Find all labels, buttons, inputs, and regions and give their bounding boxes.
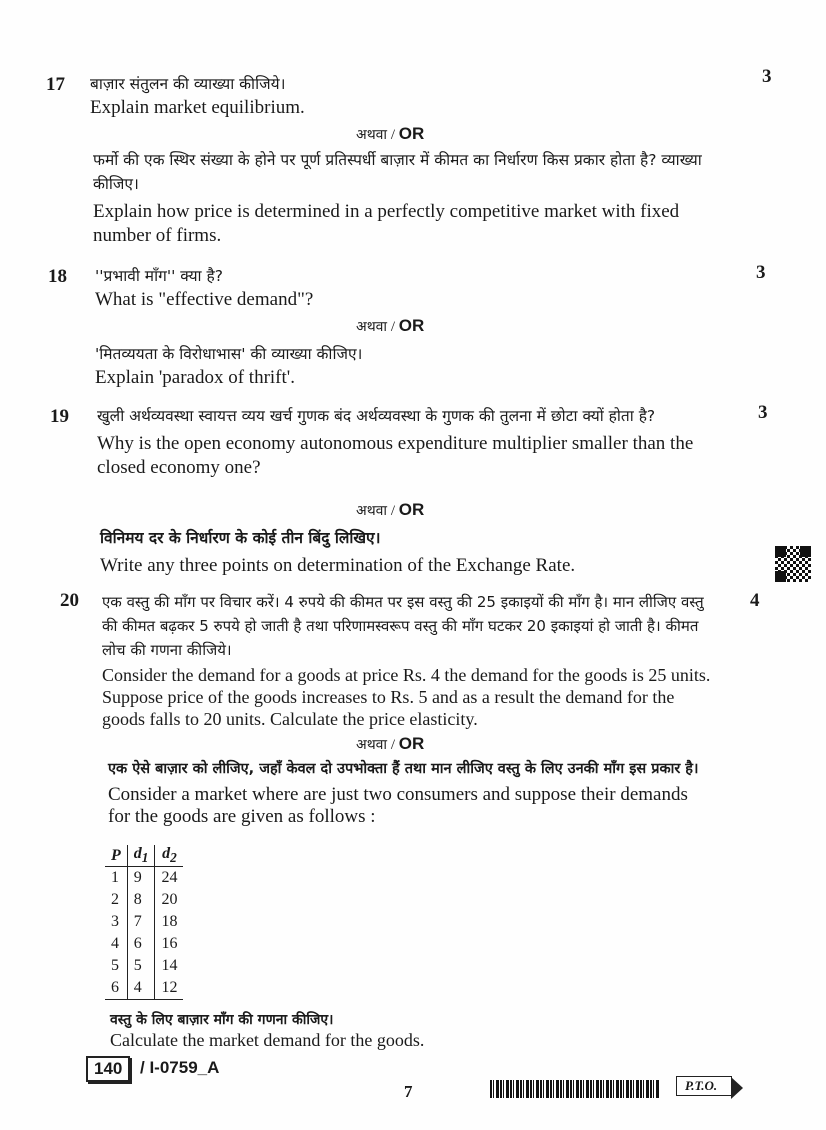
- table-header-row: [105, 845, 183, 867]
- table-cell: 6: [127, 933, 155, 955]
- question-20-text: [102, 590, 720, 730]
- question-19-hindi: खुली अर्थव्यवस्था स्वायत्त व्यय खर्च गुणक बंद अर्थव्यवस्था के गुणक की तुलना में छोटा क्यों होता है?: [97, 407, 656, 425]
- qr-code-icon: [775, 546, 811, 582]
- table-cell: 12: [155, 977, 184, 1000]
- question-19-marks: 3: [758, 402, 768, 423]
- page-number: 7: [404, 1082, 413, 1101]
- table-header: $d_1$: [127, 845, 155, 867]
- table-cell: 4: [111, 935, 119, 953]
- question-20-alt-hindi: एक ऐसे बाज़ार को लीजिए, जहाँ केवल दो उपभोक्ता हैं तथा मान लीजिए वस्तु के लिए उनकी माँग इस प्रकार है।: [108, 761, 699, 777]
- question-19-alt-hindi: विनिमय दर के निर्धारण के कोई तीन बिंदु लिखिए।: [100, 529, 381, 547]
- question-19-alt-english: Write any three points on determination of the Exchange Rate.: [100, 555, 576, 576]
- table-row: [105, 933, 183, 955]
- question-20-marks: 4: [750, 590, 760, 611]
- table-cell: 7: [127, 911, 155, 933]
- barcode-icon: [490, 1080, 660, 1098]
- question-20-after-english: Calculate the market demand for the goods.: [110, 1030, 425, 1050]
- table-row: [105, 955, 183, 977]
- question-19-alternative: [100, 526, 740, 578]
- question-20-after-hindi: वस्तु के लिए बाज़ार माँग की गणना कीजिए।: [110, 1012, 334, 1028]
- or-separator: अथवा / OR: [356, 124, 425, 143]
- table-row: [105, 911, 183, 933]
- demand-table: [105, 845, 183, 1000]
- question-18-alternative: [95, 342, 715, 390]
- question-17-alternative: [93, 148, 725, 248]
- question-19-text: [97, 404, 727, 480]
- paper-code: / I-0759_A: [140, 1058, 220, 1077]
- pto-arrow-label: P.T.O.: [676, 1076, 732, 1096]
- table-cell: 4: [127, 977, 155, 1000]
- question-18-alt-hindi: 'मितव्ययता के विरोधाभास' की व्याख्या कीजिए।: [95, 345, 363, 363]
- table-cell: 5: [127, 955, 155, 977]
- question-17-hindi: बाज़ार संतुलन की व्याख्या कीजिये।: [90, 75, 286, 93]
- table-header: P: [105, 845, 127, 867]
- question-20-alt-english: Consider a market where are just two consumers and suppose their demands for the goods are given as follows :: [108, 784, 688, 827]
- table-cell: 1: [111, 869, 119, 887]
- question-20-number: 20: [60, 590, 79, 611]
- table-cell: 3: [111, 913, 119, 931]
- question-19-english: Why is the open economy autonomous expenditure multiplier smaller than the closed economy one?: [97, 433, 694, 478]
- question-20-alternative: [108, 758, 708, 828]
- table-cell: 6: [105, 977, 127, 1000]
- table-cell: 14: [161, 957, 178, 975]
- question-20-hindi: एक वस्तु की माँग पर विचार करें। 4 रुपये की कीमत पर इस वस्तु की 25 इकाइयों की माँग है। मान लीजिए वस्तु की कीमत बढ़कर 5 रुपये हो जाती है तथा परिणामस्वरूप वस्तु की माँग घटकर 20 इकाइयां हो जाती है। कीमत लोच की गणना कीजिये।: [102, 593, 704, 659]
- question-18-number: 18: [48, 266, 67, 287]
- table-cell: 18: [161, 913, 178, 931]
- table-cell: 5: [111, 957, 119, 975]
- question-18-marks: 3: [756, 262, 766, 283]
- table-row: [105, 867, 183, 890]
- question-18-english: What is "effective demand"?: [95, 289, 314, 310]
- question-17-alt-hindi: फर्मो की एक स्थिर संख्या के होने पर पूर्ण प्रतिस्पर्धी बाज़ार में कीमत का निर्धारण किस प्रकार होता है? व्याख्या कीजिए।: [93, 151, 702, 193]
- table-cell: 9: [127, 867, 155, 890]
- question-17-english: Explain market equilibrium.: [90, 97, 305, 118]
- question-18-text: [95, 264, 715, 312]
- question-20-final-instruction: [110, 1010, 530, 1050]
- question-19-number: 19: [50, 406, 69, 427]
- booklet-code-box: 140: [86, 1056, 130, 1082]
- table-cell: 8: [127, 889, 155, 911]
- table-cell: 24: [161, 869, 178, 887]
- table-header: $d_2$: [155, 845, 184, 867]
- question-17-text: [90, 72, 730, 120]
- or-separator: अथवा / OR: [356, 734, 425, 753]
- table-row: [105, 889, 183, 911]
- question-18-hindi: ''प्रभावी माँग'' क्या है?: [95, 267, 223, 285]
- question-18-alt-english: Explain 'paradox of thrift'.: [95, 367, 295, 388]
- question-17-number: 17: [46, 74, 65, 95]
- question-20-english: Consider the demand for a goods at price Rs. 4 the demand for the goods is 25 units. Suppose price of the goods increases to Rs. 5 and as a result the demand for the goods falls to 20 units. Calculate the price elasticity.: [102, 665, 711, 729]
- question-17-marks: 3: [762, 66, 772, 87]
- table-cell: 20: [161, 891, 178, 909]
- question-17-alt-english: Explain how price is determined in a perfectly competitive market with fixed number of firms.: [93, 201, 680, 246]
- or-separator: अथवा / OR: [356, 316, 425, 335]
- or-separator: अथवा / OR: [356, 500, 425, 519]
- table-row: [105, 977, 183, 1000]
- table-cell: 16: [161, 935, 178, 953]
- table-cell: 2: [111, 891, 119, 909]
